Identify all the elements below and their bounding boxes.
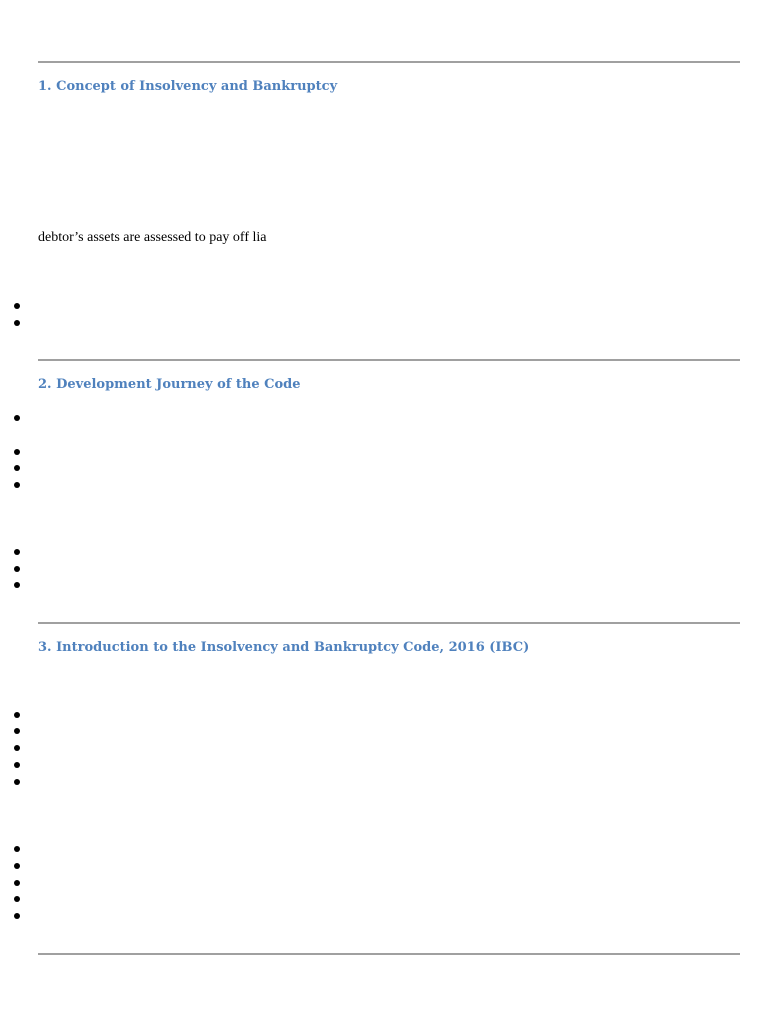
bullet-point — [14, 745, 20, 751]
bullet-point — [14, 415, 20, 421]
section-divider — [38, 622, 740, 624]
section-1-heading: 1. Concept of Insolvency and Bankruptcy — [38, 79, 338, 94]
bullet-point — [14, 449, 20, 455]
bullet-point — [14, 582, 20, 588]
bullet-point — [14, 712, 20, 718]
section-divider — [38, 359, 740, 361]
bullet-point — [14, 762, 20, 768]
section-1-paragraph: debtor’s assets are assessed to pay off lia — [38, 230, 267, 245]
section-divider — [38, 953, 740, 955]
bullet-point — [14, 728, 20, 734]
bullet-point — [14, 465, 20, 471]
bullet-point — [14, 846, 20, 852]
section-divider — [38, 61, 740, 63]
bullet-point — [14, 913, 20, 919]
bullet-point — [14, 303, 20, 309]
bullet-point — [14, 549, 20, 555]
bullet-point — [14, 482, 20, 488]
bullet-point — [14, 880, 20, 886]
bullet-point — [14, 896, 20, 902]
section-2-heading: 2. Development Journey of the Code — [38, 377, 301, 392]
bullet-point — [14, 863, 20, 869]
bullet-point — [14, 320, 20, 326]
section-3-heading: 3. Introduction to the Insolvency and Bankruptcy Code, 2016 (IBC) — [38, 640, 530, 655]
bullet-point — [14, 779, 20, 785]
bullet-point — [14, 566, 20, 572]
